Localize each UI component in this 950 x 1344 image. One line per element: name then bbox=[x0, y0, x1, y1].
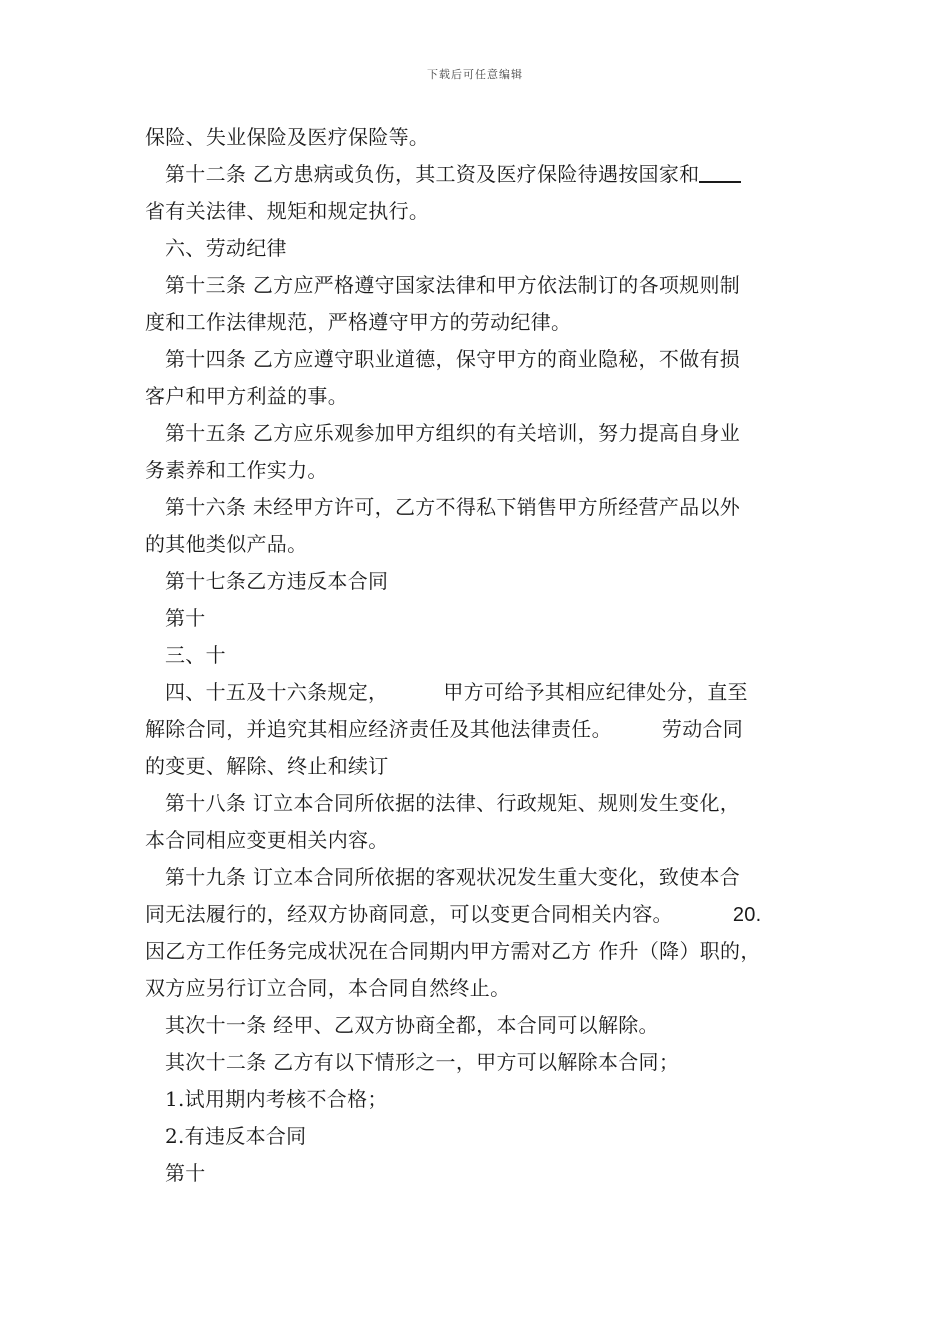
line-text: 同无法履行的，经双方协商同意，可以变更合同相关内容。 bbox=[145, 902, 673, 926]
paragraph-line: 第十 bbox=[165, 606, 206, 630]
paragraph-line: 第十三条 乙方应严格遵守国家法律和甲方依法制订的各项规则制 bbox=[165, 273, 741, 297]
paragraph-line: 三、十 bbox=[165, 643, 226, 667]
paragraph-line: 第十五条 乙方应乐观参加甲方组织的有关培训，努力提高自身业 bbox=[165, 421, 741, 445]
paragraph-line: 客户和甲方利益的事。 bbox=[145, 384, 348, 408]
paragraph-line: 度和工作法律规范，严格遵守甲方的劳动纪律。 bbox=[145, 310, 572, 334]
line-text: 劳动合同 bbox=[661, 717, 744, 741]
paragraph-line: 第十四条 乙方应遵守职业道德，保守甲方的商业隐秘，不做有损 bbox=[165, 347, 741, 371]
paragraph-line bbox=[145, 711, 815, 748]
list-item: 2.有违反本合同 bbox=[165, 1124, 307, 1148]
document-body bbox=[145, 119, 815, 1192]
paragraph-line: 本合同相应变更相关内容。 bbox=[145, 828, 389, 852]
paragraph-line: 务素养和工作实力。 bbox=[145, 458, 328, 482]
paragraph-line: 的变更、解除、终止和续订 bbox=[145, 754, 389, 778]
paragraph-line: 第十九条 订立本合同所依据的客观状况发生重大变化，致使本合 bbox=[165, 865, 741, 889]
paragraph-line: 保险、失业保险及医疗保险等。 bbox=[145, 125, 430, 149]
fill-in-blank bbox=[699, 159, 741, 183]
list-item: 1.试用期内考核不合格； bbox=[165, 1087, 388, 1111]
paragraph-line: 第十七条乙方违反本合同 bbox=[165, 569, 389, 593]
paragraph-line: 其次十二条 乙方有以下情形之一，甲方可以解除本合同； bbox=[165, 1050, 680, 1074]
line-text: 甲方可给予其相应纪律处分，直至 bbox=[443, 680, 748, 704]
paragraph-line bbox=[145, 156, 815, 193]
paragraph-line: 其次十一条 经甲、乙双方协商全都，本合同可以解除。 bbox=[165, 1013, 659, 1037]
paragraph-line bbox=[145, 674, 815, 711]
paragraph-line: 双方应另行订立合同，本合同自然终止。 bbox=[145, 976, 511, 1000]
line-text: 20. bbox=[732, 904, 762, 926]
page-header: 下载后可任意编辑 bbox=[427, 68, 523, 81]
paragraph-line: 第十八条 订立本合同所依据的法律、行政规矩、规则发生变化， bbox=[165, 791, 741, 815]
paragraph-line: 第十 bbox=[165, 1161, 206, 1185]
paragraph-line: 因乙方工作任务完成状况在合同期内甲方需对乙方 作升（降）职的， bbox=[145, 939, 761, 963]
line-text: 第十二条 乙方患病或负伤，其工资及医疗保险待遇按国家和 bbox=[165, 162, 700, 186]
line-text: 四、十五及十六条规定， bbox=[165, 680, 389, 704]
paragraph-line: 的其他类似产品。 bbox=[145, 532, 308, 556]
paragraph-line: 省有关法律、规矩和规定执行。 bbox=[145, 199, 430, 223]
paragraph-line: 第十六条 未经甲方许可，乙方不得私下销售甲方所经营产品以外 bbox=[165, 495, 741, 519]
section-heading: 六、劳动纪律 bbox=[165, 236, 287, 260]
paragraph-line bbox=[145, 896, 815, 933]
line-text: 解除合同，并追究其相应经济责任及其他法律责任。 bbox=[145, 717, 612, 741]
